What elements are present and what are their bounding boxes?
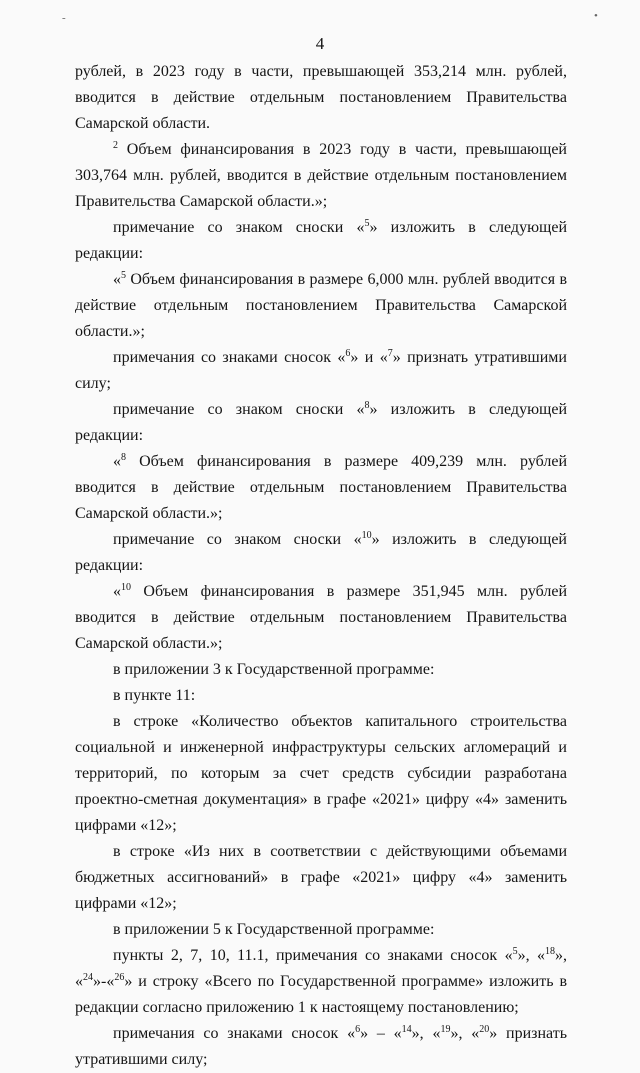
scan-mark: - <box>62 12 66 24</box>
paragraph-text: примечание со знаком сноски « <box>113 531 362 548</box>
paragraph-text: в строке «Из них в соответствии с действующими объемами бюджетных ассигнований» в графе «2021» цифру «4» заменить цифрами «12»; <box>75 843 567 912</box>
paragraph-text: примечание со знаком сноски « <box>113 401 365 418</box>
paragraph-text: » признать утратившими силу; <box>75 1025 568 1068</box>
paragraph-text: », « <box>450 1025 480 1042</box>
paragraph-text: » изложить в следующей редакции: <box>75 219 567 262</box>
footnote-mark: 5 <box>512 946 518 957</box>
paragraph-text: примечание со знаком сноски « <box>113 219 365 236</box>
footnote-mark: 5 <box>121 270 126 281</box>
paragraph <box>75 267 567 345</box>
paragraph <box>75 449 567 527</box>
paragraph-text: » и « <box>350 349 388 366</box>
footnote-mark: 26 <box>114 972 125 983</box>
paragraph <box>75 579 567 657</box>
document-body <box>75 59 567 1073</box>
footnote-mark: 10 <box>361 530 372 541</box>
footnote-mark: 8 <box>364 400 370 411</box>
footnote-mark: 19 <box>440 1024 451 1035</box>
paragraph-text: « <box>113 453 121 470</box>
footnote-mark: 7 <box>387 348 393 359</box>
paragraph-text: пункты 2, 7, 10, 11.1, примечания со знаками сносок « <box>113 947 513 964</box>
paragraph-text: » изложить в следующей редакции: <box>75 401 567 444</box>
paragraph <box>75 527 567 579</box>
paragraph-text: примечания со знаками сносок « <box>113 349 346 366</box>
footnote-mark: 2 <box>113 140 118 151</box>
paragraph-text: « <box>113 583 121 600</box>
paragraph-text: примечания со знаками сносок « <box>113 1025 356 1042</box>
paragraph-text: в приложении 3 к Государственной программе: <box>113 661 435 678</box>
paragraph-text: » – « <box>360 1025 402 1042</box>
paragraph-text: « <box>113 271 121 288</box>
paragraph-text: » и строку «Всего по Государственной программе» изложить в редакции согласно приложению 1 к настоящему постановлению; <box>75 973 567 1016</box>
paragraph <box>75 839 567 917</box>
paragraph-text: », « <box>517 947 546 964</box>
paragraph-text: рублей, в 2023 году в части, превышающей 353,214 млн. рублей, вводится в действие отдельным постановлением Правительства Самарской области. <box>75 63 567 132</box>
paragraph-text: », « <box>75 947 568 990</box>
paragraph <box>75 943 567 1021</box>
paragraph-text: Объем финансирования в размере 6,000 млн. рублей вводится в действие отдельным постановлением Правительства Самарской области.»; <box>75 271 567 340</box>
paragraph-text: в приложении 5 к Государственной программе: <box>113 921 435 938</box>
footnote-mark: 5 <box>364 218 370 229</box>
paragraph-text: Объем финансирования в размере 409,239 млн. рублей вводится в действие отдельным постановлением Правительства Самарской области.»; <box>75 453 567 522</box>
paragraph-text: » признать утратившими силу; <box>75 349 567 392</box>
page-number: 4 <box>315 34 325 53</box>
paragraph-text: Объем финансирования в 2023 году в части, превышающей 303,764 млн. рублей, вводится в действие отдельным постановлением Правительства Самарской области.»; <box>75 141 567 210</box>
paragraph <box>75 59 567 137</box>
paragraph <box>75 345 567 397</box>
paragraph <box>75 709 567 839</box>
paragraph <box>75 397 567 449</box>
footnote-mark: 8 <box>121 452 126 463</box>
paragraph-text: Объем финансирования в размере 351,945 млн. рублей вводится в действие отдельным постановлением Правительства Самарской области.»; <box>75 583 567 652</box>
scan-mark: • <box>594 10 598 22</box>
footnote-mark: 20 <box>479 1024 490 1035</box>
paragraph <box>75 215 567 267</box>
paragraph-text: в строке «Количество объектов капитального строительства социальной и инженерной инфраструктуры сельских агломераций и территорий, по которым за счет средств субсидии разработана проектно-сметная документация» в графе «2021» цифру «4» заменить цифрами «12»; <box>75 713 567 834</box>
footnote-mark: 24 <box>83 972 93 983</box>
paragraph-text: » изложить в следующей редакции: <box>75 531 567 574</box>
footnote-mark: 10 <box>121 582 131 593</box>
paragraph <box>75 657 567 683</box>
paragraph-text: »-« <box>93 973 115 990</box>
paragraph-text: », « <box>411 1025 441 1042</box>
paragraph <box>75 137 567 215</box>
paragraph-text: в пункте 11: <box>113 687 196 704</box>
paragraph <box>75 1021 567 1073</box>
paragraph <box>75 683 567 709</box>
footnote-mark: 14 <box>401 1024 412 1035</box>
footnote-mark: 6 <box>345 348 351 359</box>
paragraph <box>75 917 567 943</box>
footnote-mark: 18 <box>545 946 556 957</box>
footnote-mark: 6 <box>355 1024 361 1035</box>
